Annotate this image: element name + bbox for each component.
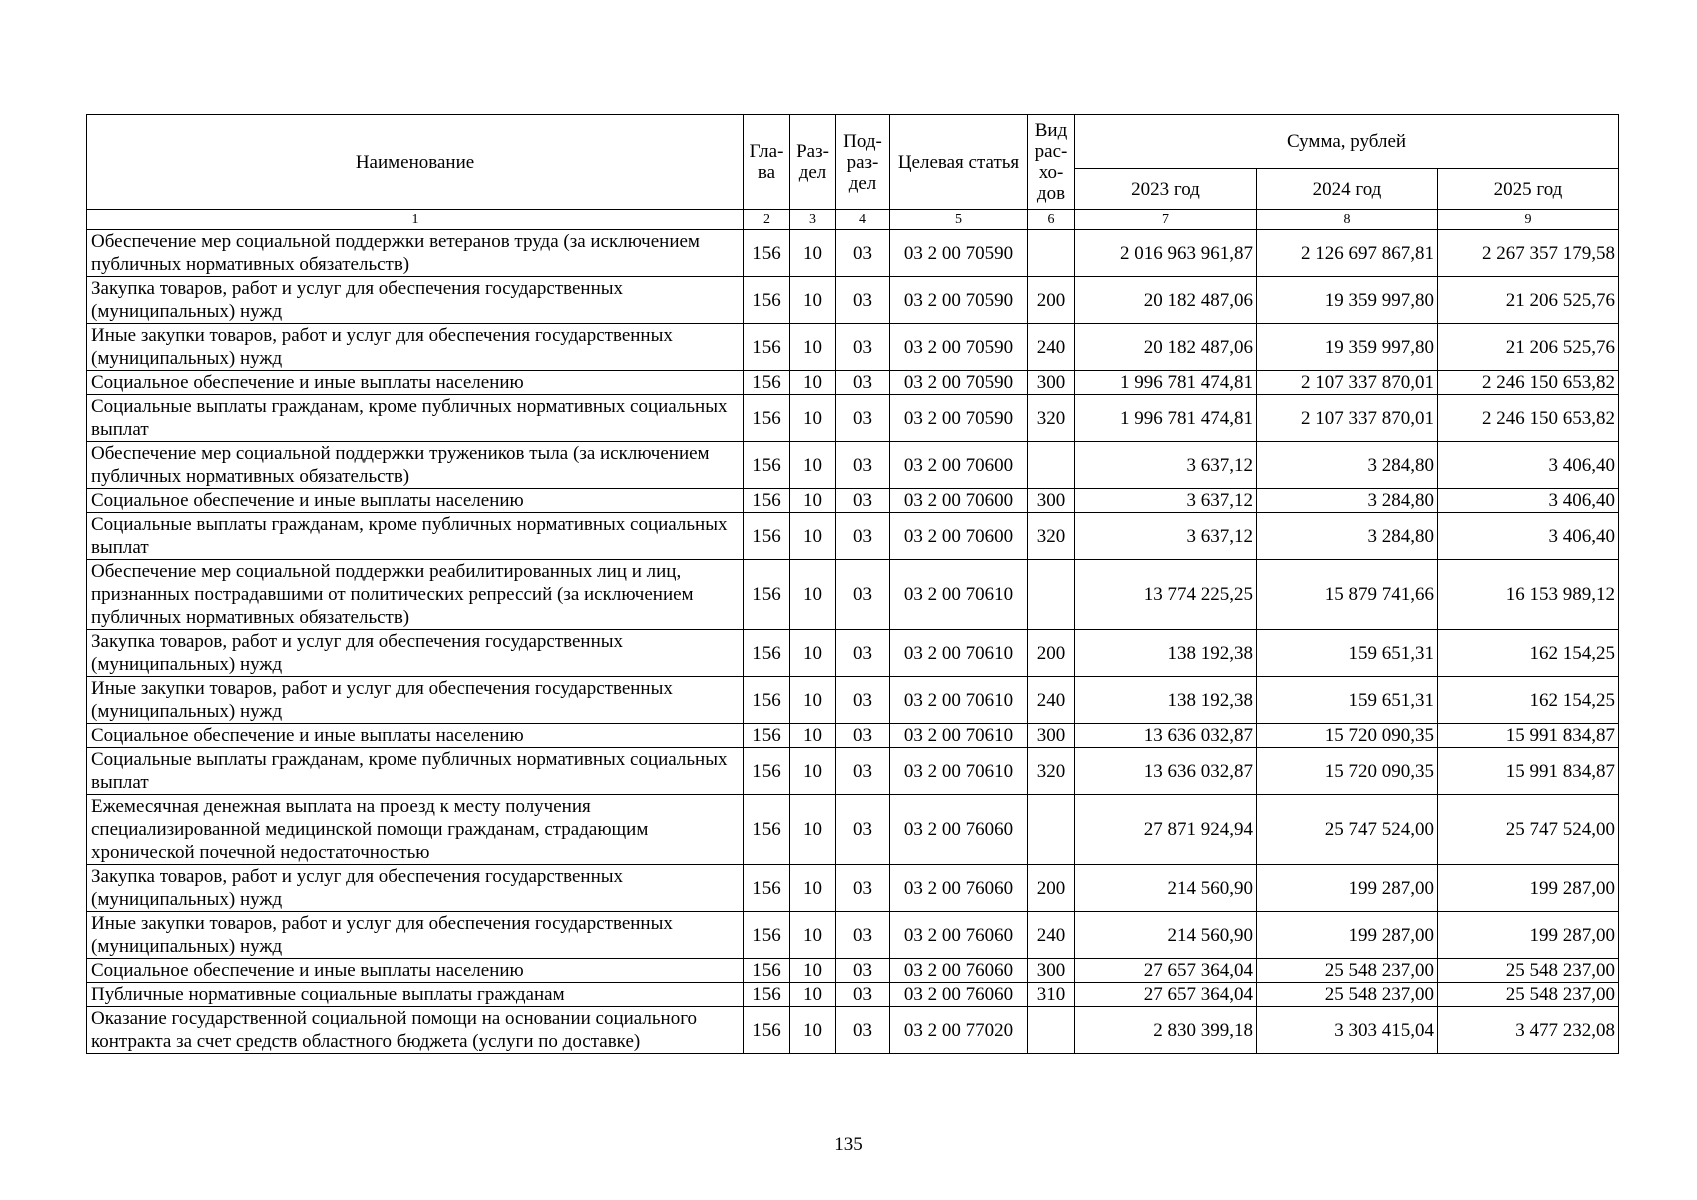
cell-target-article: 03 2 00 70590 — [890, 395, 1028, 442]
table-row — [87, 489, 1619, 513]
cell-glava: 156 — [744, 677, 790, 724]
cell-sum-2024: 19 359 997,80 — [1257, 324, 1438, 371]
cell-sum-2023: 20 182 487,06 — [1075, 324, 1257, 371]
cell-razdel: 10 — [790, 630, 836, 677]
column-number: 7 — [1075, 210, 1257, 230]
cell-expense-type: 320 — [1028, 395, 1075, 442]
cell-podrazdel: 03 — [836, 748, 890, 795]
cell-sum-2025: 3 477 232,08 — [1438, 1007, 1619, 1054]
cell-expense-type: 300 — [1028, 724, 1075, 748]
cell-name: Закупка товаров, работ и услуг для обеспечения государственных (муниципальных) нужд — [87, 865, 744, 912]
header-sum: Сумма, рублей — [1075, 115, 1619, 169]
cell-sum-2024: 199 287,00 — [1257, 865, 1438, 912]
cell-expense-type: 300 — [1028, 489, 1075, 513]
cell-name: Публичные нормативные социальные выплаты гражданам — [87, 983, 744, 1007]
cell-target-article: 03 2 00 70600 — [890, 489, 1028, 513]
table-row — [87, 230, 1619, 277]
cell-podrazdel: 03 — [836, 489, 890, 513]
cell-razdel: 10 — [790, 560, 836, 630]
cell-sum-2025: 25 747 524,00 — [1438, 795, 1619, 865]
cell-podrazdel: 03 — [836, 395, 890, 442]
cell-podrazdel: 03 — [836, 513, 890, 560]
cell-podrazdel: 03 — [836, 912, 890, 959]
cell-glava: 156 — [744, 865, 790, 912]
cell-expense-type: 310 — [1028, 983, 1075, 1007]
cell-sum-2023: 13 636 032,87 — [1075, 724, 1257, 748]
table-row — [87, 442, 1619, 489]
cell-name: Иные закупки товаров, работ и услуг для обеспечения государственных (муниципальных) нужд — [87, 677, 744, 724]
column-number: 5 — [890, 210, 1028, 230]
cell-sum-2025: 15 991 834,87 — [1438, 748, 1619, 795]
cell-sum-2024: 25 548 237,00 — [1257, 959, 1438, 983]
cell-glava: 156 — [744, 912, 790, 959]
cell-expense-type: 200 — [1028, 277, 1075, 324]
column-number: 1 — [87, 210, 744, 230]
cell-sum-2025: 21 206 525,76 — [1438, 277, 1619, 324]
cell-name: Обеспечение мер социальной поддержки реабилитированных лиц и лиц, признанных пострадавшими от политических репрессий (за исключением публичных нормативных обязательств) — [87, 560, 744, 630]
cell-target-article: 03 2 00 76060 — [890, 912, 1028, 959]
cell-target-article: 03 2 00 70610 — [890, 748, 1028, 795]
header-row — [87, 115, 1619, 169]
cell-sum-2023: 20 182 487,06 — [1075, 277, 1257, 324]
column-number: 4 — [836, 210, 890, 230]
cell-podrazdel: 03 — [836, 277, 890, 324]
table-row — [87, 912, 1619, 959]
cell-name: Социальное обеспечение и иные выплаты населению — [87, 371, 744, 395]
cell-sum-2023: 27 657 364,04 — [1075, 959, 1257, 983]
table-row — [87, 560, 1619, 630]
table-body — [87, 230, 1619, 1054]
cell-glava: 156 — [744, 983, 790, 1007]
cell-glava: 156 — [744, 371, 790, 395]
cell-sum-2023: 27 657 364,04 — [1075, 983, 1257, 1007]
cell-sum-2025: 2 246 150 653,82 — [1438, 371, 1619, 395]
cell-sum-2025: 25 548 237,00 — [1438, 983, 1619, 1007]
cell-razdel: 10 — [790, 748, 836, 795]
cell-sum-2024: 19 359 997,80 — [1257, 277, 1438, 324]
cell-sum-2024: 15 720 090,35 — [1257, 724, 1438, 748]
cell-sum-2024: 2 126 697 867,81 — [1257, 230, 1438, 277]
cell-razdel: 10 — [790, 795, 836, 865]
cell-sum-2023: 3 637,12 — [1075, 513, 1257, 560]
cell-razdel: 10 — [790, 442, 836, 489]
cell-sum-2023: 13 774 225,25 — [1075, 560, 1257, 630]
cell-razdel: 10 — [790, 277, 836, 324]
cell-glava: 156 — [744, 1007, 790, 1054]
cell-glava: 156 — [744, 630, 790, 677]
cell-podrazdel: 03 — [836, 630, 890, 677]
cell-podrazdel: 03 — [836, 230, 890, 277]
cell-name: Социальные выплаты гражданам, кроме публичных нормативных социальных выплат — [87, 395, 744, 442]
cell-sum-2023: 138 192,38 — [1075, 677, 1257, 724]
cell-razdel: 10 — [790, 489, 836, 513]
cell-expense-type: 300 — [1028, 959, 1075, 983]
cell-podrazdel: 03 — [836, 724, 890, 748]
table-row — [87, 630, 1619, 677]
cell-expense-type: 240 — [1028, 677, 1075, 724]
cell-podrazdel: 03 — [836, 677, 890, 724]
cell-sum-2023: 13 636 032,87 — [1075, 748, 1257, 795]
cell-expense-type — [1028, 560, 1075, 630]
cell-expense-type: 300 — [1028, 371, 1075, 395]
table-row — [87, 395, 1619, 442]
cell-podrazdel: 03 — [836, 865, 890, 912]
cell-target-article: 03 2 00 76060 — [890, 983, 1028, 1007]
cell-glava: 156 — [744, 724, 790, 748]
budget-table — [86, 114, 1619, 1054]
cell-target-article: 03 2 00 70590 — [890, 230, 1028, 277]
cell-sum-2025: 25 548 237,00 — [1438, 959, 1619, 983]
column-numbers-row — [87, 210, 1619, 230]
table-row — [87, 983, 1619, 1007]
cell-sum-2025: 21 206 525,76 — [1438, 324, 1619, 371]
cell-podrazdel: 03 — [836, 442, 890, 489]
header-target-article: Целевая статья — [890, 115, 1028, 210]
cell-sum-2025: 3 406,40 — [1438, 489, 1619, 513]
header-expense-type: Вид рас-хо-дов — [1028, 115, 1075, 210]
cell-expense-type: 200 — [1028, 630, 1075, 677]
cell-sum-2025: 162 154,25 — [1438, 630, 1619, 677]
cell-glava: 156 — [744, 489, 790, 513]
table-row — [87, 1007, 1619, 1054]
header-glava: Гла-ва — [744, 115, 790, 210]
cell-name: Закупка товаров, работ и услуг для обеспечения государственных (муниципальных) нужд — [87, 630, 744, 677]
cell-podrazdel: 03 — [836, 1007, 890, 1054]
column-number: 8 — [1257, 210, 1438, 230]
cell-target-article: 03 2 00 70600 — [890, 442, 1028, 489]
cell-target-article: 03 2 00 70610 — [890, 724, 1028, 748]
cell-podrazdel: 03 — [836, 959, 890, 983]
cell-target-article: 03 2 00 70590 — [890, 277, 1028, 324]
cell-name: Обеспечение мер социальной поддержки тружеников тыла (за исключением публичных нормативных обязательств) — [87, 442, 744, 489]
cell-expense-type: 240 — [1028, 324, 1075, 371]
cell-target-article: 03 2 00 70600 — [890, 513, 1028, 560]
cell-sum-2024: 159 651,31 — [1257, 630, 1438, 677]
column-number: 9 — [1438, 210, 1619, 230]
cell-target-article: 03 2 00 77020 — [890, 1007, 1028, 1054]
header-razdel: Раз-дел — [790, 115, 836, 210]
cell-podrazdel: 03 — [836, 983, 890, 1007]
table-row — [87, 324, 1619, 371]
column-number: 6 — [1028, 210, 1075, 230]
cell-sum-2025: 199 287,00 — [1438, 912, 1619, 959]
cell-name: Социальные выплаты гражданам, кроме публичных нормативных социальных выплат — [87, 748, 744, 795]
cell-target-article: 03 2 00 70590 — [890, 324, 1028, 371]
table-row — [87, 865, 1619, 912]
cell-podrazdel: 03 — [836, 795, 890, 865]
cell-sum-2024: 25 548 237,00 — [1257, 983, 1438, 1007]
cell-sum-2025: 15 991 834,87 — [1438, 724, 1619, 748]
cell-glava: 156 — [744, 513, 790, 560]
cell-razdel: 10 — [790, 1007, 836, 1054]
table-row — [87, 677, 1619, 724]
cell-sum-2025: 162 154,25 — [1438, 677, 1619, 724]
cell-sum-2023: 27 871 924,94 — [1075, 795, 1257, 865]
cell-expense-type — [1028, 795, 1075, 865]
table-row — [87, 277, 1619, 324]
cell-expense-type — [1028, 442, 1075, 489]
cell-target-article: 03 2 00 70610 — [890, 560, 1028, 630]
cell-sum-2023: 3 637,12 — [1075, 442, 1257, 489]
cell-expense-type — [1028, 230, 1075, 277]
cell-sum-2025: 16 153 989,12 — [1438, 560, 1619, 630]
cell-glava: 156 — [744, 324, 790, 371]
cell-razdel: 10 — [790, 324, 836, 371]
cell-glava: 156 — [744, 959, 790, 983]
cell-sum-2025: 3 406,40 — [1438, 442, 1619, 489]
cell-razdel: 10 — [790, 724, 836, 748]
cell-glava: 156 — [744, 795, 790, 865]
cell-glava: 156 — [744, 395, 790, 442]
cell-sum-2023: 2 016 963 961,87 — [1075, 230, 1257, 277]
cell-sum-2023: 3 637,12 — [1075, 489, 1257, 513]
header-year-2025: 2025 год — [1438, 169, 1619, 210]
cell-razdel: 10 — [790, 912, 836, 959]
header-year-2023: 2023 год — [1075, 169, 1257, 210]
cell-razdel: 10 — [790, 230, 836, 277]
cell-razdel: 10 — [790, 371, 836, 395]
cell-expense-type: 320 — [1028, 513, 1075, 560]
cell-sum-2024: 199 287,00 — [1257, 912, 1438, 959]
cell-sum-2023: 1 996 781 474,81 — [1075, 371, 1257, 395]
cell-sum-2025: 2 267 357 179,58 — [1438, 230, 1619, 277]
cell-expense-type — [1028, 1007, 1075, 1054]
cell-sum-2024: 3 284,80 — [1257, 489, 1438, 513]
cell-name: Обеспечение мер социальной поддержки ветеранов труда (за исключением публичных нормативных обязательств) — [87, 230, 744, 277]
cell-sum-2024: 25 747 524,00 — [1257, 795, 1438, 865]
cell-name: Оказание государственной социальной помощи на основании социального контракта за счет средств областного бюджета (услуги по доставке) — [87, 1007, 744, 1054]
cell-sum-2025: 2 246 150 653,82 — [1438, 395, 1619, 442]
cell-sum-2024: 3 284,80 — [1257, 513, 1438, 560]
cell-name: Социальное обеспечение и иные выплаты населению — [87, 724, 744, 748]
cell-sum-2025: 199 287,00 — [1438, 865, 1619, 912]
cell-razdel: 10 — [790, 959, 836, 983]
cell-sum-2023: 1 996 781 474,81 — [1075, 395, 1257, 442]
cell-sum-2024: 15 879 741,66 — [1257, 560, 1438, 630]
cell-name: Социальные выплаты гражданам, кроме публичных нормативных социальных выплат — [87, 513, 744, 560]
cell-target-article: 03 2 00 76060 — [890, 959, 1028, 983]
page-number: 135 — [834, 1134, 863, 1155]
cell-glava: 156 — [744, 748, 790, 795]
cell-sum-2024: 159 651,31 — [1257, 677, 1438, 724]
cell-sum-2024: 15 720 090,35 — [1257, 748, 1438, 795]
cell-sum-2023: 214 560,90 — [1075, 865, 1257, 912]
cell-name: Социальное обеспечение и иные выплаты населению — [87, 959, 744, 983]
cell-sum-2024: 2 107 337 870,01 — [1257, 395, 1438, 442]
header-year-2024: 2024 год — [1257, 169, 1438, 210]
cell-glava: 156 — [744, 277, 790, 324]
cell-glava: 156 — [744, 442, 790, 489]
table-row — [87, 795, 1619, 865]
cell-target-article: 03 2 00 76060 — [890, 795, 1028, 865]
cell-name: Иные закупки товаров, работ и услуг для обеспечения государственных (муниципальных) нужд — [87, 324, 744, 371]
cell-glava: 156 — [744, 560, 790, 630]
table-row — [87, 959, 1619, 983]
table-row — [87, 513, 1619, 560]
cell-target-article: 03 2 00 70610 — [890, 677, 1028, 724]
cell-sum-2025: 3 406,40 — [1438, 513, 1619, 560]
header-podrazdel: Под-раз-дел — [836, 115, 890, 210]
cell-name: Ежемесячная денежная выплата на проезд к месту получения специализированной медицинской помощи гражданам, страдающим хронической почечной недостаточностью — [87, 795, 744, 865]
cell-name: Иные закупки товаров, работ и услуг для обеспечения государственных (муниципальных) нужд — [87, 912, 744, 959]
table-row — [87, 748, 1619, 795]
cell-razdel: 10 — [790, 513, 836, 560]
cell-sum-2023: 214 560,90 — [1075, 912, 1257, 959]
cell-podrazdel: 03 — [836, 371, 890, 395]
cell-razdel: 10 — [790, 983, 836, 1007]
cell-glava: 156 — [744, 230, 790, 277]
header-name: Наименование — [87, 115, 744, 210]
cell-sum-2024: 3 303 415,04 — [1257, 1007, 1438, 1054]
cell-name: Закупка товаров, работ и услуг для обеспечения государственных (муниципальных) нужд — [87, 277, 744, 324]
column-number: 3 — [790, 210, 836, 230]
cell-expense-type: 320 — [1028, 748, 1075, 795]
cell-sum-2024: 2 107 337 870,01 — [1257, 371, 1438, 395]
cell-sum-2024: 3 284,80 — [1257, 442, 1438, 489]
cell-expense-type: 240 — [1028, 912, 1075, 959]
cell-target-article: 03 2 00 70610 — [890, 630, 1028, 677]
cell-expense-type: 200 — [1028, 865, 1075, 912]
cell-name: Социальное обеспечение и иные выплаты населению — [87, 489, 744, 513]
cell-sum-2023: 138 192,38 — [1075, 630, 1257, 677]
cell-podrazdel: 03 — [836, 560, 890, 630]
cell-razdel: 10 — [790, 395, 836, 442]
cell-razdel: 10 — [790, 677, 836, 724]
cell-razdel: 10 — [790, 865, 836, 912]
table-row — [87, 724, 1619, 748]
cell-target-article: 03 2 00 76060 — [890, 865, 1028, 912]
column-number: 2 — [744, 210, 790, 230]
cell-sum-2023: 2 830 399,18 — [1075, 1007, 1257, 1054]
cell-podrazdel: 03 — [836, 324, 890, 371]
table-row — [87, 371, 1619, 395]
cell-target-article: 03 2 00 70590 — [890, 371, 1028, 395]
